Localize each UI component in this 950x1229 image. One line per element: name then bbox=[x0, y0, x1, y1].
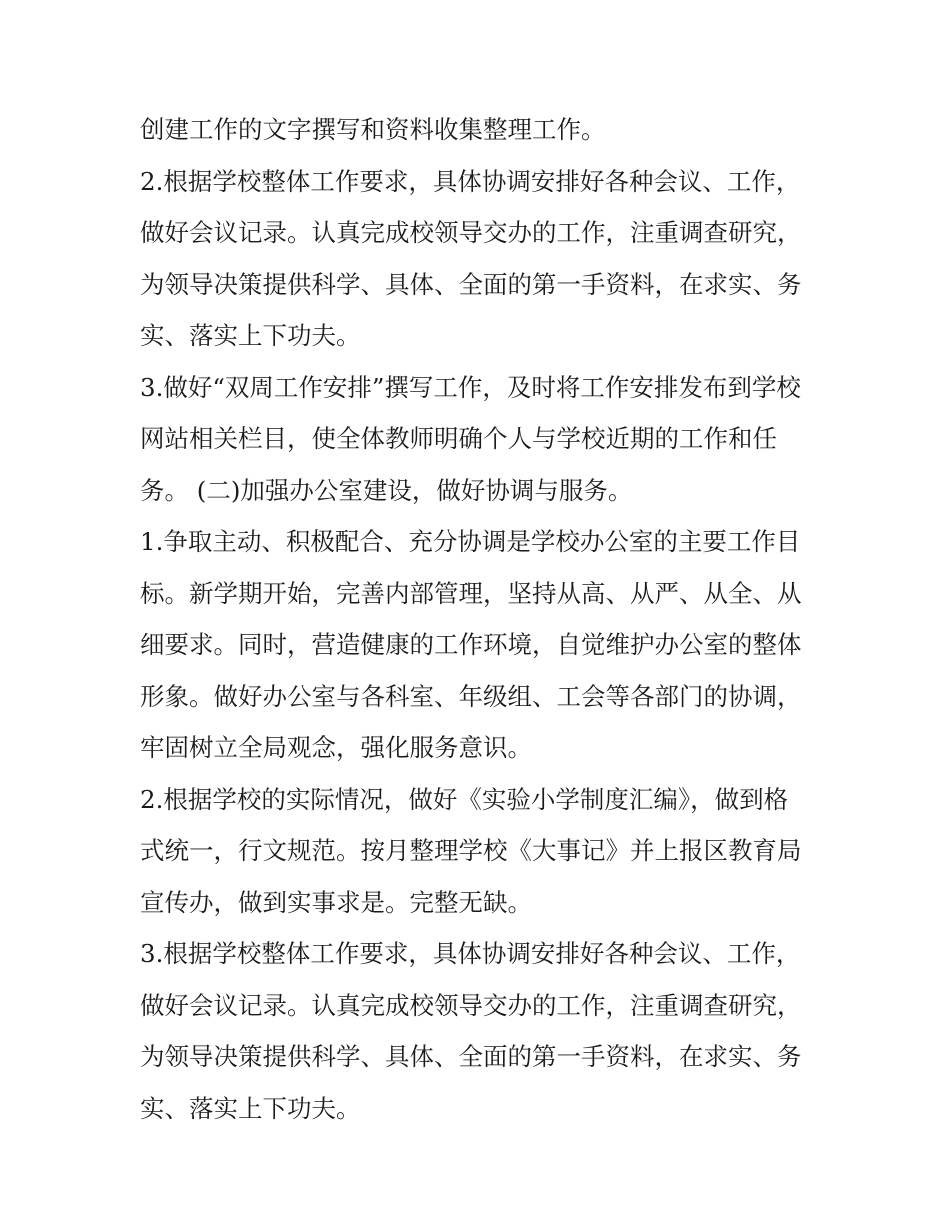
paragraph-5 bbox=[140, 774, 830, 929]
paragraph-1 bbox=[140, 104, 830, 156]
text-line: 实、落实上下功夫。 bbox=[140, 1093, 361, 1123]
text-line: 实、落实上下功夫。 bbox=[140, 321, 361, 350]
text-line: 3.根据学校整体工作要求，具体协调安排好各种会议、工作， bbox=[140, 939, 801, 968]
text-line: 1.争取主动、积极配合、充分协调是学校办公室的主要工作目 bbox=[140, 527, 801, 556]
text-line: 2.根据学校整体工作要求，具体协调安排好各种会议、工作， bbox=[140, 166, 801, 196]
text-line: 做好会议记录。认真完成校领导交办的工作，注重调查研究， bbox=[140, 990, 802, 1020]
text-line: 2.根据学校的实际情况，做好《实验小学制度汇编》，做到格 bbox=[140, 784, 789, 814]
paragraph-6 bbox=[140, 928, 830, 1134]
paragraph-3 bbox=[140, 362, 830, 517]
text-line: 网站相关栏目，使全体教师明确个人与学校近期的工作和任 bbox=[140, 424, 777, 453]
paragraph-2 bbox=[140, 156, 830, 362]
text-line: 标。新学期开始，完善内部管理，坚持从高、从严、从全、从 bbox=[140, 578, 802, 608]
text-line: 牢固树立全局观念，强化服务意识。 bbox=[140, 733, 532, 762]
text-line: 为领导决策提供科学、具体、全面的第一手资料，在求实、务 bbox=[140, 269, 802, 299]
paragraph-4 bbox=[140, 516, 830, 774]
text-line: 式统一，行文规范。按月整理学校《大事记》并上报区教育局 bbox=[140, 836, 802, 865]
document-body bbox=[140, 104, 830, 1134]
text-line: 宣传办，做到实事求是。完整无缺。 bbox=[140, 887, 532, 917]
text-line: 3.做好“双周工作安排”撰写工作，及时将工作安排发布到学校 bbox=[140, 372, 801, 402]
text-line: 细要求。同时，营造健康的工作环境，自觉维护办公室的整体 bbox=[140, 630, 802, 659]
text-line: 形象。做好办公室与各科室、年级组、工会等各部门的协调， bbox=[140, 681, 802, 711]
text-line: 务。 (二)加强办公室建设，做好协调与服务。 bbox=[140, 475, 633, 505]
text-line: 做好会议记录。认真完成校领导交办的工作，注重调查研究， bbox=[140, 218, 802, 247]
text-line: 创建工作的文字撰写和资料收集整理工作。 bbox=[140, 115, 606, 144]
text-line: 为领导决策提供科学、具体、全面的第一手资料，在求实、务 bbox=[140, 1042, 802, 1071]
